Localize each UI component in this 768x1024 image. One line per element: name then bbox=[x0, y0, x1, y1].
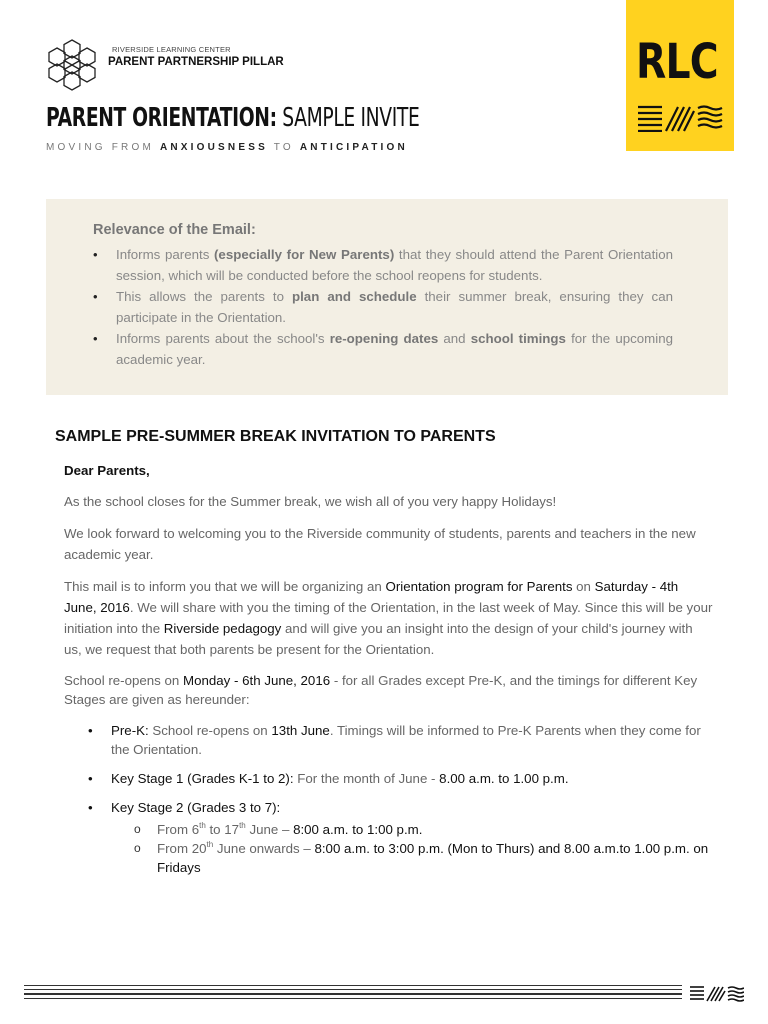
list-item-ks1: • Key Stage 1 (Grades K-1 to 2): For the month of June - 8.00 a.m. to 1.00 p.m. bbox=[64, 769, 714, 788]
sub-list-item: o From 20th June onwards – 8:00 a.m. to 3:00 p.m. (Mon to Thurs) and 8.00 a.m.to 1.00 p.m. on Fridays bbox=[111, 839, 714, 877]
page-subtitle bbox=[46, 142, 408, 153]
badge-text: RLC bbox=[636, 34, 718, 90]
subtitle-word: MOVING FROM bbox=[46, 142, 154, 153]
subtitle-word-bold: ANTICIPATION bbox=[299, 142, 408, 153]
title-light: SAMPLE INVITE bbox=[282, 103, 420, 133]
paragraph: We look forward to welcoming you to the Riverside community of students, parents and teachers in the new academic year. bbox=[64, 526, 696, 562]
ks2-sublist bbox=[111, 820, 714, 877]
org-small-label: RIVERSIDE LEARNING CENTER bbox=[112, 45, 231, 54]
title-bold: PARENT ORIENTATION: bbox=[46, 103, 277, 133]
org-name: PARENT PARTNERSHIP PILLAR bbox=[108, 56, 284, 68]
relevance-title: Relevance of the Email: bbox=[93, 222, 256, 238]
invitation-letter bbox=[64, 460, 714, 887]
paragraph: As the school closes for the Summer break, we wish all of you very happy Holidays! bbox=[64, 494, 557, 509]
greeting: Dear Parents, bbox=[64, 463, 150, 478]
list-item-prek: • Pre-K: School re-opens on 13th June. Timings will be informed to Pre-K Parents when they come for the Orientation. bbox=[64, 721, 714, 759]
section-heading: SAMPLE PRE-SUMMER BREAK INVITATION TO PARENTS bbox=[55, 428, 496, 445]
list-item: • This allows the parents to plan and schedule their summer break, ensuring they can participate in the Orientation. bbox=[93, 286, 673, 328]
hexagon-logo-icon bbox=[46, 38, 98, 92]
list-item: • Informs parents about the school's re-opening dates and school timings for the upcoming academic year. bbox=[93, 328, 673, 370]
rlc-badge bbox=[626, 0, 734, 151]
subtitle-word: TO bbox=[273, 142, 294, 153]
timings-list bbox=[64, 721, 714, 877]
paragraph: School re-opens on Monday - 6th June, 2016 - for all Grades except Pre-K, and the timings for different Key Stages are given as hereunder: bbox=[64, 673, 698, 707]
sub-list-item: o From 6th to 17th June – 8:00 a.m. to 1:00 p.m. bbox=[111, 820, 714, 839]
page-title bbox=[46, 103, 419, 133]
footer-stripes-icon bbox=[690, 985, 744, 1003]
list-item-ks2: • Key Stage 2 (Grades 3 to 7): o From 6th to 17th June – 8:00 a.m. to 1:00 p.m. o From 20th June onwards – 8:00 a.m. to 3:00 p.m. (Mon to Thurs) and 8.00 a.m.to 1.00 p.m. on Fridays bbox=[64, 798, 714, 877]
relevance-list bbox=[93, 244, 673, 370]
subtitle-word-bold: ANXIOUSNESS bbox=[159, 142, 268, 153]
stripes-mark-icon bbox=[638, 104, 724, 132]
paragraph: This mail is to inform you that we will be organizing an Orientation program for Parents on Saturday - 4th June, 2016. We will share with you the timing of the Orientation, in the last week of May. Since this will be your initiation into the Riverside pedagogy and will give you an insight into the design of your child's journey with us, we request that both parents be present for the Orientation. bbox=[64, 579, 713, 657]
relevance-panel bbox=[46, 199, 728, 395]
footer-rule bbox=[24, 985, 682, 1002]
list-item: • Informs parents (especially for New Parents) that they should attend the Parent Orientation session, which will be conducted before the school reopens for students. bbox=[93, 244, 673, 286]
